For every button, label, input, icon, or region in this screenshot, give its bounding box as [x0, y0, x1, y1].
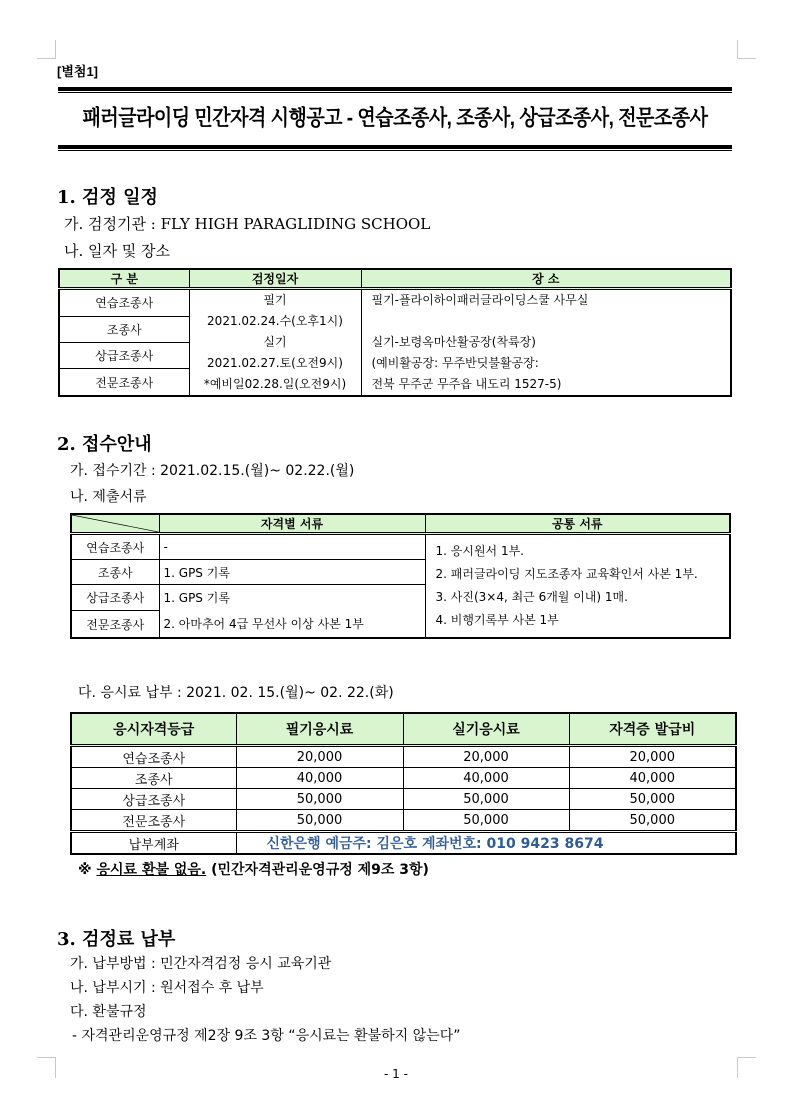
fee-cell: 50,000 — [403, 789, 569, 810]
place-line: (예비활공장: 무주반딧불활공장: — [371, 356, 539, 370]
common-docs-cell — [425, 534, 730, 639]
grade-docs-cell: 1. GPS 기록 — [159, 560, 425, 585]
fee-cell: 50,000 — [403, 810, 569, 832]
attachment-label: [별첨1] — [57, 64, 99, 79]
page-number: - 1 - — [384, 1067, 408, 1081]
table-header-row — [71, 514, 730, 534]
grade-docs-cell — [159, 585, 425, 639]
fee-table — [70, 712, 737, 855]
section2-item-period: 가. 접수기간 : 2021.02.15.(월)~ 02.22.(월) — [70, 463, 355, 479]
header-category: 구 분 — [59, 269, 189, 289]
date-line: 2021.02.27.토(오전9시) — [207, 356, 343, 370]
table-row — [71, 789, 736, 810]
page-corner-mark — [37, 40, 56, 59]
grade-cell: 연습조종사 — [59, 289, 189, 317]
grade-cell: 전문조종사 — [71, 810, 236, 832]
grade-cell: 상급조종사 — [71, 585, 159, 611]
fee-cell: 50,000 — [569, 789, 736, 810]
fee-cell: 50,000 — [569, 810, 736, 832]
header-grade: 응시자격등급 — [71, 713, 236, 746]
place-line: 필기-플라이하이패러글라이딩스쿨 사무실 — [371, 293, 589, 307]
fee-cell: 40,000 — [236, 768, 403, 789]
diagonal-line-icon — [72, 515, 159, 532]
section2-item-fee-period: 다. 응시료 납부 : 2021. 02. 15.(월)~ 02. 22.(화) — [78, 685, 394, 701]
grade-cell: 연습조종사 — [71, 534, 159, 560]
table-row — [59, 289, 731, 317]
doc-line: 2. 아마추어 4급 무선사 이상 사본 1부 — [163, 617, 364, 631]
grade-cell: 조종사 — [59, 316, 189, 342]
exam-dates-cell — [189, 289, 361, 397]
header-written-fee: 필기응시료 — [236, 713, 403, 746]
header-place: 장 소 — [361, 269, 731, 289]
common-doc-item: 3. 사진(3×4, 최근 6개월 이내) 1매. — [435, 590, 628, 604]
table-row — [71, 534, 730, 560]
section3-item-refund: 다. 환불규정 — [70, 1004, 147, 1020]
table-row — [71, 746, 736, 768]
date-line: 2021.02.24.수(오후1시) — [207, 314, 343, 328]
section3-item-refund-rule: - 자격관리운영규정 제2장 9조 3항 “응시료는 환불하지 않는다” — [72, 1028, 461, 1044]
header-exam-date: 검정일자 — [189, 269, 361, 289]
section3-item-method: 가. 납부방법 : 민간자격검정 응시 교육기관 — [70, 956, 332, 972]
date-line: 실기 — [263, 335, 287, 349]
documents-table — [70, 513, 731, 639]
grade-cell: 조종사 — [71, 560, 159, 585]
table-header-row — [59, 269, 731, 289]
header-diagonal-cell — [71, 514, 159, 534]
fee-cell: 20,000 — [236, 746, 403, 768]
date-line: *예비일02.28.일(오전9시) — [203, 377, 347, 391]
section2-item-documents: 나. 제출서류 — [70, 489, 147, 505]
note-underlined-text: 응시료 환불 없음. — [96, 862, 207, 878]
note-mark-icon: ※ — [78, 862, 92, 878]
header-grade-docs: 자격별 서류 — [159, 514, 425, 534]
fee-cell: 40,000 — [569, 768, 736, 789]
grade-cell: 전문조종사 — [59, 369, 189, 396]
section2-heading: 2. 접수안내 — [57, 434, 152, 455]
grade-docs-cell: - — [159, 534, 425, 560]
fee-cell: 20,000 — [569, 746, 736, 768]
grade-cell: 상급조종사 — [71, 789, 236, 810]
account-value: 신한은행 예금주: 김은호 계좌번호: 010 9423 8674 — [236, 832, 736, 855]
document-title: 패러글라이딩 민간자격 시행공고 - 연습조종사, 조종사, 상급조종사, 전문조종사 — [82, 106, 708, 131]
table-header-row — [71, 713, 736, 746]
common-doc-item: 2. 패러글라이딩 지도조종자 교육확인서 사본 1부. — [435, 567, 698, 581]
places-cell — [361, 289, 731, 397]
doc-line: 1. GPS 기록 — [163, 591, 230, 605]
table-row — [71, 832, 736, 855]
fee-cell: 40,000 — [403, 768, 569, 789]
place-line — [372, 311, 727, 332]
section1-heading: 1. 검정 일정 — [57, 187, 158, 208]
grade-cell: 조종사 — [71, 768, 236, 789]
place-line: 실기-보령옥마산활공장(착륙장) — [371, 335, 536, 349]
note-regulation-text: (민간자격관리운영규정 제9조 3항) — [206, 862, 429, 878]
header-practical-fee: 실기응시료 — [403, 713, 569, 746]
page-corner-mark — [737, 40, 756, 59]
table-row — [71, 810, 736, 832]
grade-cell: 상급조종사 — [59, 343, 189, 369]
grade-cell: 연습조종사 — [71, 746, 236, 768]
refund-note — [78, 859, 429, 879]
table-row — [71, 768, 736, 789]
date-line: 필기 — [263, 293, 287, 307]
section1-item-date-place: 나. 일자 및 장소 — [64, 242, 171, 260]
fee-cell: 50,000 — [236, 810, 403, 832]
grade-cell: 전문조종사 — [71, 611, 159, 638]
section1-item-institution: 가. 검정기관 : FLY HIGH PARAGLIDING SCHOOL — [64, 215, 431, 233]
schedule-table — [58, 268, 732, 397]
common-doc-item: 4. 비행기록부 사본 1부 — [435, 613, 559, 627]
title-rule-bottom — [58, 145, 732, 149]
header-common-docs: 공통 서류 — [425, 514, 730, 534]
fee-cell: 20,000 — [403, 746, 569, 768]
place-line: 전북 무주군 무주읍 내도리 1527-5) — [371, 377, 562, 391]
account-label: 납부계좌 — [71, 832, 236, 855]
common-doc-item: 1. 응시원서 1부. — [435, 544, 524, 558]
section3-heading: 3. 검정료 납부 — [57, 929, 176, 950]
section3-item-timing: 나. 납부시기 : 원서접수 후 납부 — [70, 980, 264, 996]
title-rule-top — [58, 87, 732, 91]
header-license-fee: 자격증 발급비 — [569, 713, 736, 746]
fee-cell: 50,000 — [236, 789, 403, 810]
